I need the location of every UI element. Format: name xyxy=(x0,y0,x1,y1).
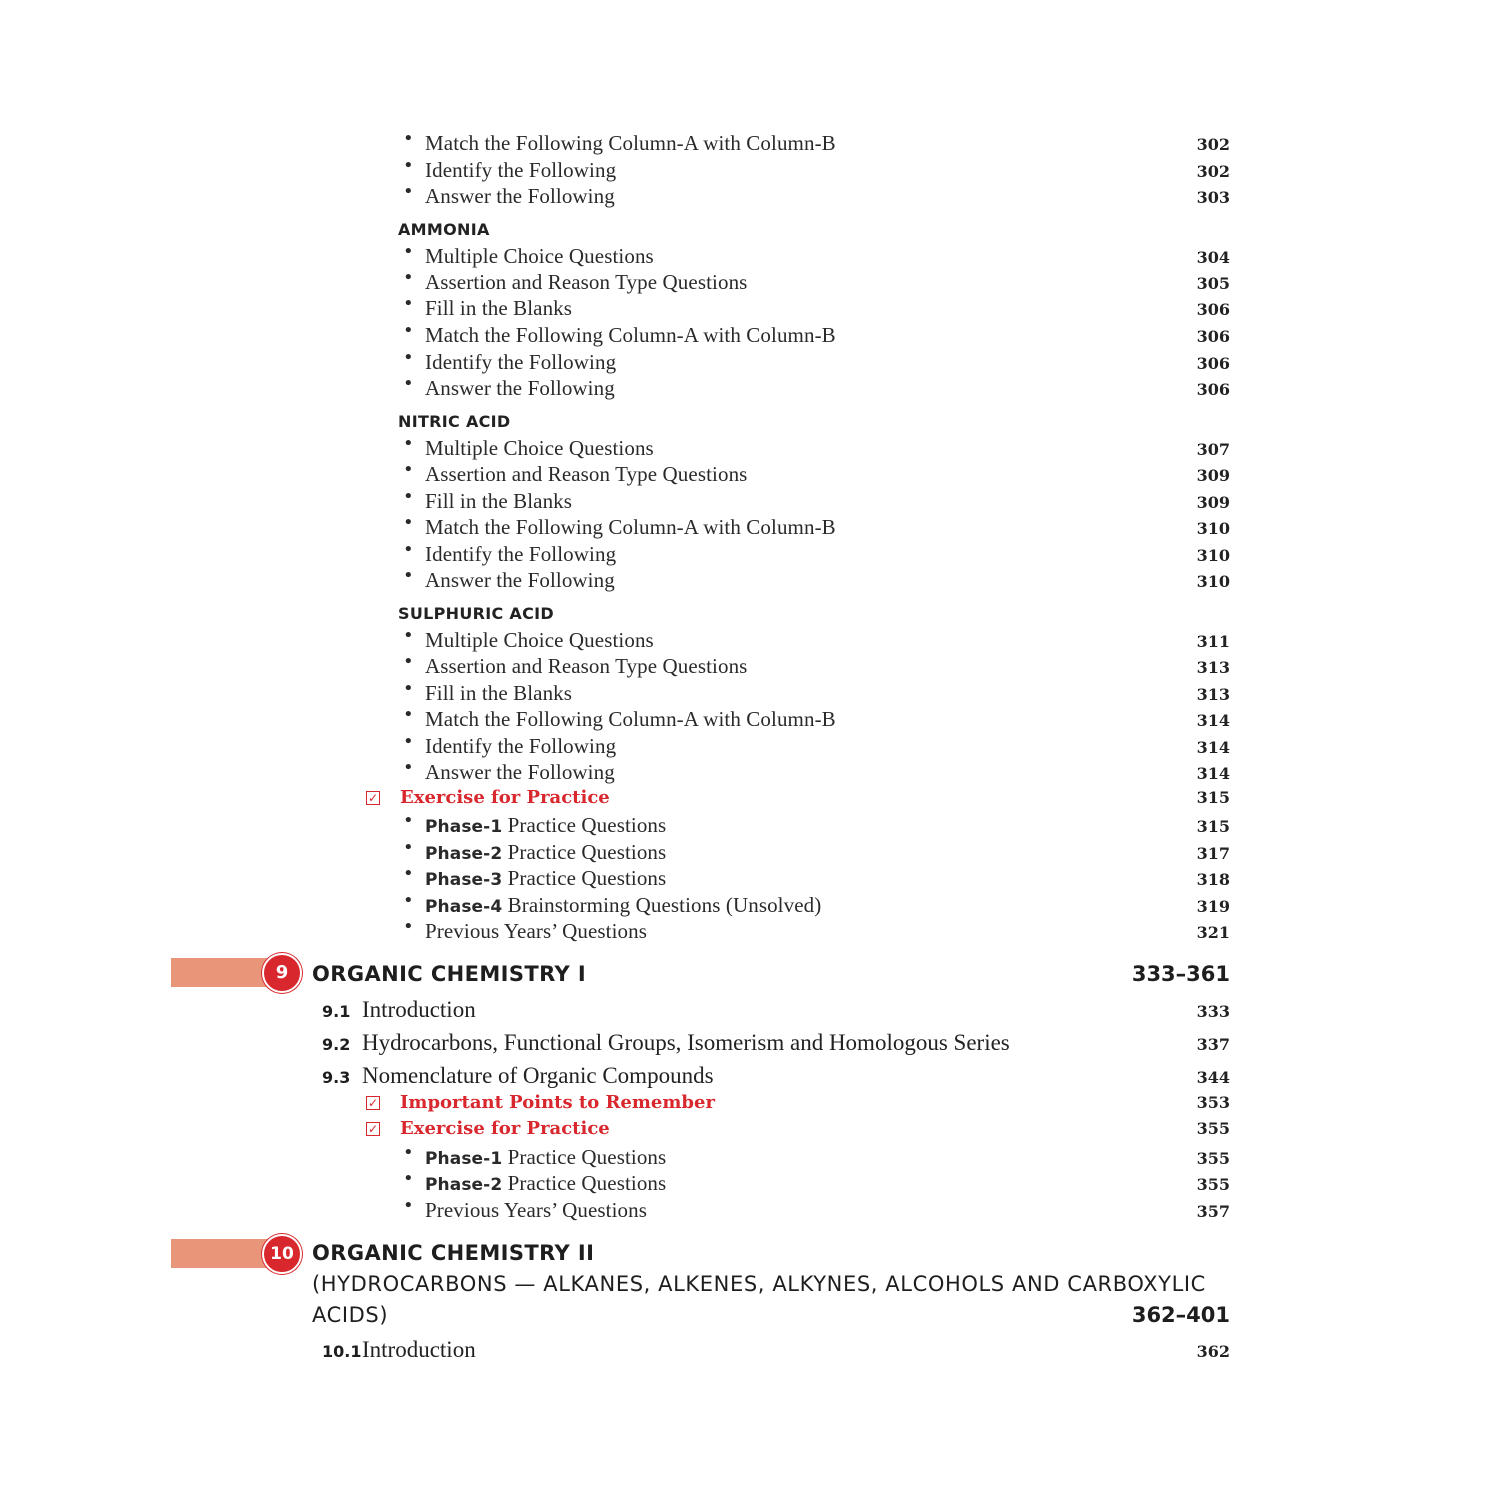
checkbox-icon: ✓ xyxy=(367,1096,379,1110)
list-item: • Answer the Following 314 xyxy=(403,757,1230,784)
bullet-icon: • xyxy=(403,293,414,314)
list-item: • Fill in the Blanks 313 xyxy=(403,678,1230,705)
section-entry: 9.2 Hydrocarbons, Functional Groups, Isomerism and Homologous Series 337 xyxy=(322,1030,1230,1055)
chapter-title-9: ORGANIC CHEMISTRY I xyxy=(312,962,587,986)
section-heading-nitric-acid: NITRIC ACID xyxy=(398,412,511,431)
list-item: • Phase-1 Practice Questions 315 xyxy=(403,810,1230,837)
bullet-icon: • xyxy=(403,181,414,202)
bullet-icon: • xyxy=(403,810,414,831)
list-item: • Multiple Choice Questions 304 xyxy=(403,241,1230,268)
list-item: • Previous Years’ Questions 321 xyxy=(403,916,1230,943)
chapter-page-range-9: 333–361 xyxy=(1131,962,1230,986)
bullet-icon: • xyxy=(403,565,414,586)
bullet-icon: • xyxy=(403,757,414,778)
list-item: • Identify the Following 310 xyxy=(403,539,1230,566)
bullet-icon: • xyxy=(403,320,414,341)
bullet-icon: • xyxy=(403,890,414,911)
bullet-icon: • xyxy=(403,512,414,533)
bullet-icon: • xyxy=(403,373,414,394)
section-heading-sulphuric-acid: SULPHURIC ACID xyxy=(398,604,554,623)
bullet-icon: • xyxy=(403,155,414,176)
bullet-icon: • xyxy=(403,837,414,858)
list-item: • Match the Following Column-A with Column-B 314 xyxy=(403,704,1230,731)
chapter-bar-9 xyxy=(171,958,269,987)
bullet-icon: • xyxy=(403,1168,414,1189)
bullet-icon: • xyxy=(403,863,414,884)
section-entry: 10.1 Introduction 362 xyxy=(322,1337,1230,1362)
list-item: • Answer the Following 310 xyxy=(403,565,1230,592)
chapter-title-10: ORGANIC CHEMISTRY II xyxy=(312,1241,595,1265)
chapter-number-badge-9: 9 xyxy=(262,953,302,993)
bullet-icon: • xyxy=(403,241,414,262)
list-item: • Previous Years’ Questions 357 xyxy=(403,1195,1230,1222)
chapter-subtitle-line-2: ACIDS) xyxy=(312,1303,389,1327)
chapter-number-badge-10: 10 xyxy=(262,1234,302,1274)
chapter-bar-10 xyxy=(171,1239,269,1268)
list-item: • Multiple Choice Questions 307 xyxy=(403,433,1230,460)
list-item: • Identify the Following 302 xyxy=(403,155,1230,182)
bullet-icon: • xyxy=(403,486,414,507)
list-item: • Match the Following Column-A with Column-B 302 xyxy=(403,128,1230,155)
list-item: • Phase-2 Practice Questions 317 xyxy=(403,837,1230,864)
list-item: • Assertion and Reason Type Questions 313 xyxy=(403,651,1230,678)
list-item: • Match the Following Column-A with Column-B 306 xyxy=(403,320,1230,347)
section-entry: 9.1 Introduction 333 xyxy=(322,997,1230,1022)
exercise-for-practice-entry: ✓ Exercise for Practice 315 xyxy=(367,787,1230,808)
bullet-icon: • xyxy=(403,625,414,646)
bullet-icon: • xyxy=(403,267,414,288)
list-item: • Fill in the Blanks 309 xyxy=(403,486,1230,513)
bullet-icon: • xyxy=(403,1142,414,1163)
list-item: • Phase-3 Practice Questions 318 xyxy=(403,863,1230,890)
section-heading-ammonia: AMMONIA xyxy=(398,220,490,239)
list-item: • Assertion and Reason Type Questions 309 xyxy=(403,459,1230,486)
bullet-icon: • xyxy=(403,347,414,368)
chapter-subtitle-line-1: (HYDROCARBONS — ALKANES, ALKENES, ALKYNES, ALCOHOLS AND CARBOXYLIC xyxy=(312,1272,1206,1296)
bullet-icon: • xyxy=(403,128,414,149)
bullet-icon: • xyxy=(403,539,414,560)
exercise-for-practice-entry: ✓ Exercise for Practice 355 xyxy=(367,1118,1230,1139)
bullet-icon: • xyxy=(403,1195,414,1216)
list-item: • Identify the Following 314 xyxy=(403,731,1230,758)
list-item: • Identify the Following 306 xyxy=(403,347,1230,374)
list-item: • Phase-2 Practice Questions 355 xyxy=(403,1168,1230,1195)
bullet-icon: • xyxy=(403,916,414,937)
list-item: • Answer the Following 303 xyxy=(403,181,1230,208)
bullet-icon: • xyxy=(403,678,414,699)
list-item: • Multiple Choice Questions 311 xyxy=(403,625,1230,652)
checkbox-icon: ✓ xyxy=(367,1122,379,1136)
checkbox-icon: ✓ xyxy=(367,791,379,805)
list-item: • Match the Following Column-A with Column-B 310 xyxy=(403,512,1230,539)
list-item: • Answer the Following 306 xyxy=(403,373,1230,400)
bullet-icon: • xyxy=(403,651,414,672)
list-item: • Assertion and Reason Type Questions 305 xyxy=(403,267,1230,294)
bullet-icon: • xyxy=(403,433,414,454)
chapter-page-range-10: 362–401 xyxy=(1131,1303,1230,1327)
bullet-icon: • xyxy=(403,704,414,725)
list-item: • Phase-4 Brainstorming Questions (Unsolved) 319 xyxy=(403,890,1230,917)
list-item: • Fill in the Blanks 306 xyxy=(403,293,1230,320)
important-points-entry: ✓ Important Points to Remember 353 xyxy=(367,1092,1230,1113)
list-item: • Phase-1 Practice Questions 355 xyxy=(403,1142,1230,1169)
section-entry: 9.3 Nomenclature of Organic Compounds 344 xyxy=(322,1063,1230,1088)
bullet-icon: • xyxy=(403,731,414,752)
bullet-icon: • xyxy=(403,459,414,480)
